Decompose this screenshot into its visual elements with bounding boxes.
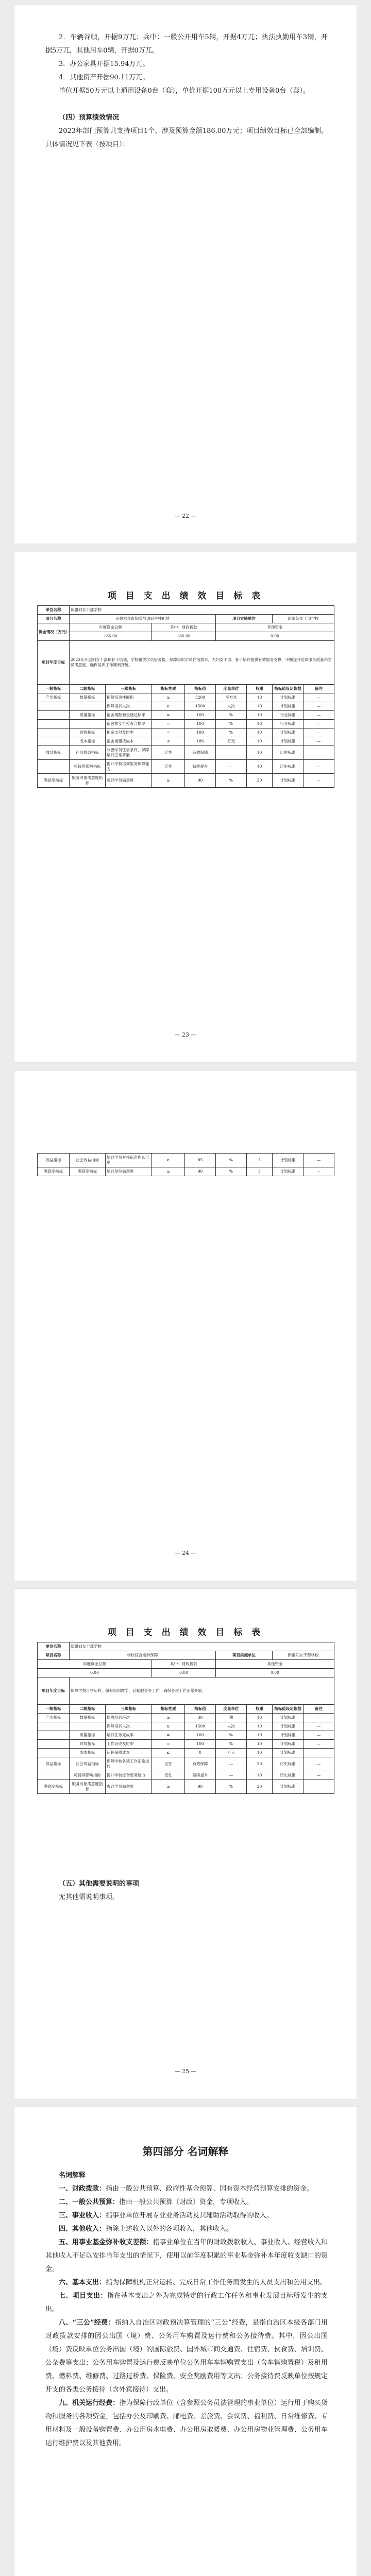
table-cell: ≥ — [152, 1154, 185, 1167]
document-page-4 — [14, 1589, 357, 2099]
document-page-2 — [14, 552, 357, 1062]
indicator-table — [37, 1153, 334, 1176]
table-cell: 满意度指标 — [38, 1167, 70, 1176]
table-cell: — — [216, 1757, 247, 1771]
table-cell: 10 — [247, 693, 273, 702]
table-cell: 服务对象满意度指标 — [70, 1780, 106, 1794]
document-page-5 — [14, 2107, 357, 2576]
table-cell: 计划标准 — [273, 702, 303, 711]
glossary-item — [45, 2169, 328, 2182]
column-header: 指标值设定依据 — [273, 685, 303, 693]
table-cell: 人次 — [216, 702, 247, 711]
table-row — [38, 720, 334, 728]
glossary-definition: 指纳入自治区财政预决算管理的“三公”经费，是指自治区本级各部门用财政拨款安排的因公出国（境）费、公务用车购置及运行费和公务接待费。其中，因公出国（境）费反映单位公务出国（境）的国际旅费、国外城市间交通费、住宿费、伙食费、培训费、公杂费等支出；公务用车购置及运行费反映单位公务用车车辆购置支出（含车辆购置税）及租用费、燃料费、维修费、过路过桥费、保险费、安全奖励费用等支出；公务接待费反映单位按规定开支的各类公务接待（含外宾接待）支出。 — [45, 2319, 328, 2394]
table-cell: 5 — [247, 1154, 273, 1167]
table-cell: = — [152, 711, 185, 720]
table-cell: 计划标准 — [273, 1714, 303, 1722]
label: 项目实施单位 — [216, 615, 273, 623]
table-row — [38, 1731, 334, 1740]
column-header: 二级指标 — [70, 1705, 106, 1714]
table-cell: 时效指标 — [70, 1740, 106, 1749]
table-cell: 效益指标 — [38, 746, 70, 760]
label: 项目名称 — [38, 1651, 70, 1660]
glossary-item — [45, 2182, 328, 2196]
value: 0.00 — [38, 1669, 152, 1677]
label: 项目年度目标 — [38, 641, 70, 685]
project-info-table — [37, 605, 334, 788]
glossary-definition: 指由一般公共预算、政府性基金预算、国有资本经营预算安排的资金。 — [106, 2185, 314, 2193]
table-cell: — — [303, 1757, 334, 1771]
table-cell: — — [303, 693, 334, 702]
glossary-term: 七、项目支出： — [59, 2292, 107, 2300]
column-header: 权重 — [247, 685, 273, 693]
glossary-item — [45, 2316, 328, 2397]
table-cell: 20 — [247, 1757, 273, 1771]
table-cell: 服务对象满意度指标 — [70, 774, 106, 788]
table-cell — [70, 720, 106, 728]
table-cell: 租金支付及时率 — [106, 728, 152, 737]
table-cell: ≥ — [152, 1780, 185, 1794]
table-cell: 社会效益指标 — [70, 1154, 106, 1167]
glossary-term: 八、“三公”经费： — [59, 2319, 115, 2327]
column-header: 指标值 — [185, 1705, 216, 1714]
table-cell: 100 — [185, 1731, 216, 1740]
table-cell: 产出指标 — [38, 1714, 70, 1722]
asset-paragraphs — [45, 31, 328, 151]
table-cell: 10 — [247, 1740, 273, 1749]
table-cell: 培训单位满意度 — [106, 1167, 152, 1176]
table-row — [38, 1749, 334, 1757]
project-info-table — [37, 1642, 334, 1794]
page-number: — 24 — — [174, 1550, 197, 1556]
table-cell: 历史标准 — [273, 746, 303, 760]
table-row — [38, 1740, 334, 1749]
page-number: — 25 — — [174, 2068, 197, 2075]
table-cell: ≥ — [152, 1714, 185, 1722]
table-cell: 万元 — [216, 737, 247, 746]
table-cell — [38, 1722, 70, 1731]
table-cell — [38, 1771, 70, 1780]
label: 年度资金总额 — [38, 1660, 152, 1669]
performance-table-1 — [37, 588, 334, 788]
table-row — [38, 1167, 334, 1176]
table-cell: — — [303, 1154, 334, 1167]
table-cell: 平方米 — [216, 693, 247, 702]
table-cell: 数量指标 — [70, 693, 106, 702]
table-cell: ≤ — [152, 737, 185, 746]
indicator-rows — [38, 1154, 334, 1176]
table-cell: % — [216, 1731, 247, 1740]
label: 其他资金 — [216, 1660, 334, 1669]
table-cell: 20 — [247, 774, 273, 788]
glossary-item — [45, 2196, 328, 2209]
glossary-definition: 指事业单位开展专业业务活动及其辅助活动取得的收入。 — [106, 2212, 274, 2219]
column-header: 备注 — [303, 1705, 334, 1714]
table-cell: 万元 — [216, 1749, 247, 1757]
paragraph: 单位开据50万元以上通用设备0台（套），单价开据100万元以上专用设备0台（套）。 — [59, 87, 310, 95]
table-cell — [38, 702, 70, 711]
value: 186.00 — [70, 632, 152, 641]
part-title: 第四部分 名词解释 — [142, 2145, 229, 2158]
table-cell: 100 — [185, 711, 216, 720]
label: 其中：财政拨款 — [152, 623, 216, 632]
table-cell: 10 — [247, 737, 273, 746]
value: 2023年开展妇女干部和骨干培训，学校租赁学员宿舍楼，保障培训学员住宿需求，为妇女干部、骨干培训提供有效服务支撑，不断提升培训服务质量和学员满意度，确保培训工作顺利开展。 — [70, 641, 334, 685]
table-row — [38, 760, 334, 774]
glossary-definition: 指由一般公共预算（财政）资金，专项收入。 — [119, 2198, 254, 2206]
label: 项目实施单位 — [216, 1651, 273, 1660]
table-cell: 期 — [216, 1714, 247, 1722]
column-header: 度量单位 — [216, 685, 247, 693]
table-cell: 计划标准 — [273, 1740, 303, 1749]
table-cell: 1500 — [185, 702, 216, 711]
glossary-term: 九、机关运行经费： — [59, 2399, 120, 2407]
table-cell: 10 — [247, 702, 273, 711]
glossary-definition: 指为保障行政单位（含参照公务员法管理的事业单位）运行用于购买货物和服务的各项资金，包括办公及印刷费、邮电费、差旅费、会议费、福利费、日常维修费、专用材料及一般设备购置费、办公用房水电费、办公用房取暖费、办公用房物业管理费、公务用车运行维护费以及其他费用。 — [45, 2399, 328, 2447]
table-cell: 效益指标 — [38, 1757, 70, 1771]
table-cell: 宿舍楼配套设施达标率 — [106, 711, 152, 720]
table-row — [38, 702, 334, 711]
table-cell: 满意度指标 — [70, 1167, 106, 1176]
section-heading: （四）预算绩效情况 — [59, 114, 120, 122]
table-cell: = — [152, 728, 185, 737]
table-cell: — — [303, 1771, 334, 1780]
table-cell: 90 — [185, 774, 216, 788]
table-cell: — — [303, 1780, 334, 1794]
table-cell — [38, 1731, 70, 1740]
table-cell: 持续提升 — [185, 760, 216, 774]
table-cell: 定性 — [152, 1757, 185, 1771]
table-cell: 0 — [185, 1749, 216, 1757]
table-row — [38, 693, 334, 702]
table-cell — [38, 737, 70, 746]
table-title: 项 目 支 出 绩 效 目 标 表 — [107, 591, 264, 601]
column-header: 三级指标 — [106, 685, 152, 693]
table-cell: = — [152, 1740, 185, 1749]
table-cell: 社会效益指标 — [70, 1757, 106, 1771]
table-cell: 3200 — [185, 693, 216, 702]
table-cell: — — [303, 702, 334, 711]
table-cell: 人次 — [216, 1722, 247, 1731]
table-cell: ≥ — [152, 774, 185, 788]
table-cell: % — [216, 720, 247, 728]
table-cell: 产出指标 — [38, 693, 70, 702]
table-cell: — — [303, 1740, 334, 1749]
table-cell: 培训任务完成率 — [106, 1731, 152, 1740]
table-row — [38, 1154, 334, 1167]
table-cell: — — [303, 774, 334, 788]
table-cell: 100 — [185, 728, 216, 737]
label: 资金情况（万元） — [38, 623, 70, 641]
table-cell: — — [303, 760, 334, 774]
value: 乌鲁木齐市妇女培训宿舍楼租赁 — [70, 615, 216, 623]
table-row — [38, 737, 334, 746]
table-cell: 提升学校综合服务能力 — [106, 1771, 152, 1780]
table-cell: 186 — [185, 737, 216, 746]
table-cell: 30 — [185, 1714, 216, 1722]
table-cell: 10 — [247, 1722, 273, 1731]
page-number: — 22 — — [174, 513, 197, 519]
table-row — [38, 711, 334, 720]
table-cell: — — [216, 1771, 247, 1780]
table-cell: 10 — [247, 1714, 273, 1722]
table-cell: % — [216, 711, 247, 720]
table-cell: % — [216, 1740, 247, 1749]
table-cell: = — [152, 720, 185, 728]
glossary-item — [45, 2276, 328, 2290]
table-cell: 10 — [247, 1731, 273, 1740]
glossary-term: 名词解释 — [59, 2172, 86, 2179]
table-cell: ≥ — [152, 702, 185, 711]
label: 项目名称 — [38, 615, 70, 623]
table-cell: 计划标准 — [273, 1749, 303, 1757]
table-cell: 有效保障 — [185, 1757, 216, 1771]
paragraph: 2023年部门预算共支持项目1个，涉及预算金额186.00万元；项目绩效目标已全部编制。具体情况见下表（按项目）： — [45, 127, 328, 148]
label: 单位名称 — [38, 606, 70, 615]
table-cell: 1500 — [185, 1722, 216, 1731]
table-cell: 计划标准 — [273, 1731, 303, 1740]
table-cell: 参训学员满意度 — [106, 1780, 152, 1794]
table-cell: — — [303, 711, 334, 720]
table-cell: 社会效益指标 — [70, 746, 106, 760]
table-cell: 行业标准 — [273, 711, 303, 720]
column-header: 指标值设定依据 — [273, 1705, 303, 1714]
table-cell — [38, 1740, 70, 1749]
performance-table-1-continued — [37, 1153, 334, 1176]
table-cell: 持续提升 — [185, 1771, 216, 1780]
label: 其他资金 — [216, 623, 334, 632]
table-cell: 计划标准 — [273, 1722, 303, 1731]
glossary-term: 四、其他收入： — [59, 2225, 106, 2233]
table-cell: 10 — [247, 720, 273, 728]
table-cell: 计划标准 — [273, 1154, 303, 1167]
table-cell: 计划标准 — [273, 693, 303, 702]
table-cell: 质量指标 — [70, 711, 106, 720]
glossary-term: 三、事业收入： — [59, 2212, 106, 2219]
table-row — [38, 1722, 334, 1731]
paragraph: 无其他需说明事项。 — [59, 1893, 120, 1901]
table-cell: 90 — [185, 1167, 216, 1176]
table-cell: 成本指标 — [70, 737, 106, 746]
table-cell: — — [303, 720, 334, 728]
table-cell: — — [303, 737, 334, 746]
table-cell — [38, 711, 70, 720]
indicator-rows — [38, 693, 334, 788]
table-cell — [70, 1722, 106, 1731]
label: 单位名称 — [38, 1642, 70, 1651]
table-row — [38, 746, 334, 760]
glossary-item — [45, 2223, 328, 2236]
table-cell: ≤ — [152, 1749, 185, 1757]
column-header: 指标值 — [185, 685, 216, 693]
table-cell: 100 — [185, 720, 216, 728]
glossary-definition: 指事业单位在当年的财政拨款收入、事业收入、经营收入和其他收入不足以安排当年支出的情况下，使用以前年度积累的事业基金弥补本年度收支缺口的资金。 — [45, 2239, 328, 2273]
value: 保障学校日常运转，做好培训教学、后勤服务等工作，确保各项工作正常开展。 — [70, 1677, 334, 1705]
table-row — [38, 728, 334, 737]
column-header: 三级指标 — [106, 1705, 152, 1714]
value: 新疆妇女干部学校 — [273, 1651, 334, 1660]
table-cell: 行业标准 — [273, 720, 303, 728]
table-cell: 5 — [247, 1167, 273, 1176]
value: 学校综合运转保障 — [70, 1651, 216, 1660]
table-cell: 90 — [185, 1780, 216, 1794]
glossary-item — [45, 2209, 328, 2223]
table-cell: % — [216, 774, 247, 788]
table-cell: 租赁宿舍楼面积 — [106, 693, 152, 702]
table-title: 项 目 支 出 绩 效 目 标 表 — [107, 1628, 264, 1638]
table-cell: 可持续影响指标 — [70, 760, 106, 774]
table-cell: 定性 — [152, 746, 185, 760]
column-header: 二级指标 — [70, 685, 106, 693]
table-cell — [38, 728, 70, 737]
page-number: — 23 — — [174, 1031, 197, 1038]
table-cell: — — [303, 746, 334, 760]
value: 新疆妇女干部学校 — [70, 1642, 334, 1651]
label: 项目年度目标 — [38, 1677, 70, 1705]
other-matters — [45, 1877, 328, 1904]
table-cell: % — [216, 728, 247, 737]
table-cell: 保障培训人次 — [106, 1722, 152, 1731]
table-cell: 计划标准 — [273, 728, 303, 737]
paragraph: 4．其他资产开据90.11万兀。 — [59, 74, 149, 81]
table-cell: 20 — [247, 1780, 273, 1794]
glossary-item — [45, 2397, 328, 2450]
table-cell: 10 — [247, 746, 273, 760]
glossary-term: 二、一般公共预算： — [59, 2198, 120, 2206]
section-heading: （五）其他需要说明的事项 — [59, 1880, 140, 1888]
glossary-definition: 指为保障机构正常运转、完成日常工作任务而发生的人员支出和公用支出。 — [106, 2279, 327, 2286]
table-cell: % — [216, 1154, 247, 1167]
table-cell — [38, 720, 70, 728]
column-header: 权重 — [247, 1705, 273, 1714]
table-cell: — — [303, 1167, 334, 1176]
table-cell: — — [216, 760, 247, 774]
glossary-term: 六、基本支出： — [59, 2279, 106, 2286]
table-cell: 运转保障成本 — [106, 1749, 152, 1757]
label: 年度资金总额 — [70, 623, 152, 632]
table-cell — [70, 702, 106, 711]
table-cell: 时效指标 — [70, 728, 106, 737]
table-cell: ≥ — [152, 693, 185, 702]
paragraph: 3．办公家具开据15.94万兀。 — [59, 60, 149, 68]
table-cell: 10 — [247, 760, 273, 774]
table-cell: 工作完成及时率 — [106, 1740, 152, 1749]
table-cell: 培训学员对住宿条件认可度 — [106, 1154, 152, 1167]
table-cell: 质量指标 — [70, 1731, 106, 1740]
table-cell: 10 — [247, 728, 273, 737]
table-cell: 提升学校培训服务保障能力 — [106, 760, 152, 774]
table-cell: 计划标准 — [273, 774, 303, 788]
value: 186.00 — [152, 632, 216, 641]
table-cell: — — [216, 746, 247, 760]
table-cell: 历史标准 — [273, 1757, 303, 1771]
glossary-term: 一、财政拨款： — [59, 2185, 106, 2193]
glossary-definition: 指在基本支出之外为完成特定的行政工作任务和事业发展目标所发生的支出。 — [45, 2292, 328, 2313]
table-cell: ≥ — [152, 1722, 185, 1731]
table-cell: % — [216, 1167, 247, 1176]
table-cell: 历史标准 — [273, 760, 303, 774]
glossary-item — [45, 2290, 328, 2316]
table-cell: 85 — [185, 1154, 216, 1167]
table-cell: 保障培训班次 — [106, 1714, 152, 1722]
table-row — [38, 774, 334, 788]
column-header: 一级指标 — [38, 1705, 70, 1714]
table-cell: % — [216, 1780, 247, 1794]
table-cell: 10 — [247, 1771, 273, 1780]
table-cell: — — [303, 1731, 334, 1740]
indicator-rows — [38, 1714, 334, 1794]
table-cell: 计划标准 — [273, 1780, 303, 1794]
table-row — [38, 1771, 334, 1780]
table-cell: 满意度指标 — [38, 774, 70, 788]
table-cell: 有效保障 — [185, 746, 216, 760]
table-cell: 数量指标 — [70, 1714, 106, 1722]
table-cell: 10 — [247, 1749, 273, 1757]
column-header: 度量单位 — [216, 1705, 247, 1714]
table-cell: 计划标准 — [273, 737, 303, 746]
table-cell: 定性 — [152, 1771, 185, 1780]
value: 0.00 — [216, 1669, 334, 1677]
value: 0.00 — [152, 1669, 216, 1677]
paragraph: 2．车辆谷帧，开据9万兀；兵中：一般公开用车5辆，开据4万兀；执法执勤用车3辆，开据5万兀，其他用车0辆，开据0万兀。 — [45, 33, 328, 55]
table-cell: 历史标准 — [273, 1771, 303, 1780]
table-cell: — — [303, 728, 334, 737]
label: 其中：财政拨款 — [152, 1660, 216, 1669]
table-cell: 10 — [247, 711, 273, 720]
column-header: 一级指标 — [38, 685, 70, 693]
column-header: 备注 — [303, 685, 334, 693]
document-page-3 — [14, 1071, 357, 1581]
column-header: 指标性质 — [152, 1705, 185, 1714]
performance-table-2 — [37, 1625, 334, 1794]
table-cell: — — [303, 1722, 334, 1731]
table-row — [38, 1714, 334, 1722]
glossary-term: 五、用事业基金弥补收支差额： — [59, 2239, 153, 2246]
table-row — [38, 1757, 334, 1771]
document-page-1 — [14, 5, 357, 544]
table-cell: 成本指标 — [70, 1749, 106, 1757]
table-cell — [38, 760, 70, 774]
table-cell: 宿舍楼租赁成本 — [106, 737, 152, 746]
table-cell: 宿舍楼安全检查合格率 — [106, 720, 152, 728]
table-cell: 定性 — [152, 760, 185, 774]
value: 0.00 — [216, 632, 334, 641]
table-cell: 可持续影响指标 — [70, 1771, 106, 1780]
table-cell: 满意度指标 — [38, 1780, 70, 1794]
table-cell: 保障学校各项工作正常运转 — [106, 1757, 152, 1771]
table-cell: 效益指标 — [38, 1154, 70, 1167]
table-cell: ≥ — [152, 1167, 185, 1176]
table-cell: 参训学员满意度 — [106, 774, 152, 788]
glossary — [45, 2169, 328, 2450]
table-cell: 计划标准 — [273, 1167, 303, 1176]
table-cell: — — [303, 1749, 334, 1757]
table-cell: — — [303, 1714, 334, 1722]
glossary-item — [45, 2236, 328, 2276]
table-cell — [38, 1749, 70, 1757]
column-header: 指标性质 — [152, 685, 185, 693]
table-cell: 100 — [185, 1740, 216, 1749]
glossary-definition: 指除上述收入以外的各项收入，其他收入。 — [106, 2225, 233, 2233]
table-cell: 保障培训人次 — [106, 702, 152, 711]
table-cell: 改善学员住宿条件，保障培训正常开展 — [106, 746, 152, 760]
table-row — [38, 1780, 334, 1794]
value: 新疆妇女干部学校 — [70, 606, 334, 615]
value: 新疆妇女干部学校 — [273, 615, 334, 623]
table-cell: = — [152, 1731, 185, 1740]
